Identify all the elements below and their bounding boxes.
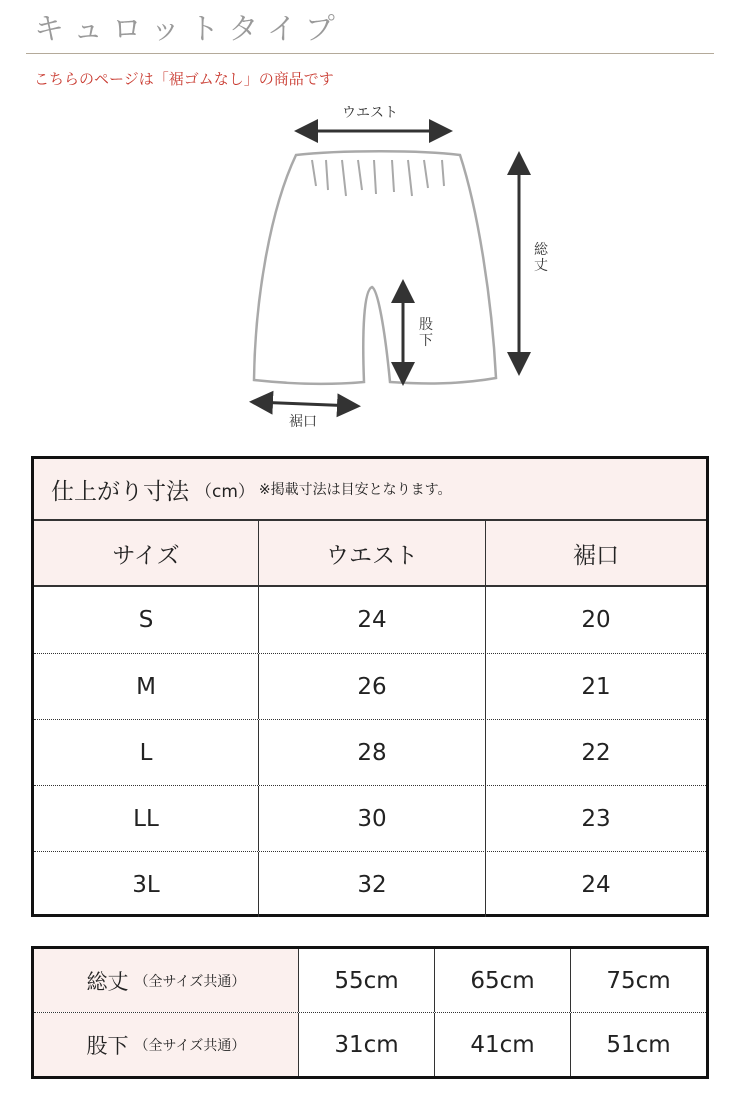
- hem-label: 裾口: [289, 414, 317, 430]
- size-cell: LL: [34, 786, 259, 851]
- size-table-title-bar: [34, 459, 706, 521]
- total-length-label: 総丈: [534, 242, 548, 275]
- size-cell: M: [34, 654, 259, 719]
- culotte-illustration: [0, 0, 740, 450]
- notice-text: こちらのページは「裾ゴムなし」の商品です: [34, 70, 334, 88]
- size-cell: L: [34, 720, 259, 785]
- size-diagram: [0, 0, 740, 450]
- length-row-header: [34, 1013, 299, 1076]
- waist-cell: 26: [259, 654, 486, 719]
- size-table: [31, 456, 709, 917]
- size-table-header-row: [34, 521, 706, 587]
- waist-cell: 28: [259, 720, 486, 785]
- hem-cell: 22: [581, 739, 611, 766]
- page-title: キュロットタイプ: [34, 12, 344, 47]
- length-value: 75cm: [570, 949, 706, 1012]
- table-row: [34, 851, 706, 917]
- waist-cell: 24: [259, 587, 486, 653]
- length-table: [31, 946, 709, 1079]
- inseam-label: 股下: [419, 317, 433, 350]
- size-table-unit: （cm）: [195, 481, 255, 502]
- table-row: [34, 653, 706, 719]
- hem-cell: 23: [581, 805, 611, 832]
- waist-cell: 30: [259, 786, 486, 851]
- hem-arrow: [255, 402, 355, 406]
- length-value: 31cm: [334, 1031, 399, 1058]
- size-cell: 3L: [34, 852, 259, 917]
- length-value: 51cm: [570, 1013, 706, 1076]
- total-length-row-label: 総丈: [86, 969, 129, 994]
- length-row-inseam: [34, 1012, 706, 1076]
- header-hem: 裾口: [573, 542, 619, 569]
- length-row-header: [34, 949, 299, 1012]
- size-cell: S: [34, 587, 259, 653]
- waist-cell: 32: [259, 852, 486, 917]
- table-row: [34, 587, 706, 653]
- length-value: 65cm: [434, 949, 570, 1012]
- length-row-total: [34, 949, 706, 1012]
- length-value: 55cm: [334, 967, 399, 994]
- table-row: [34, 785, 706, 851]
- all-sizes-note: （全サイズ共通）: [134, 973, 246, 990]
- waist-label: ウエスト: [342, 105, 398, 121]
- header-size: サイズ: [34, 521, 259, 585]
- hem-cell: 24: [581, 871, 611, 898]
- inseam-row-label: 股下: [86, 1033, 129, 1058]
- hem-cell: 21: [581, 673, 611, 700]
- hem-cell: 20: [581, 607, 611, 633]
- size-table-note: ※掲載寸法は目安となります。: [258, 482, 452, 498]
- size-table-title: 仕上がり寸法: [51, 478, 189, 505]
- table-row: [34, 719, 706, 785]
- length-value: 41cm: [434, 1013, 570, 1076]
- all-sizes-note: （全サイズ共通）: [134, 1037, 246, 1054]
- header-waist: ウエスト: [259, 521, 486, 585]
